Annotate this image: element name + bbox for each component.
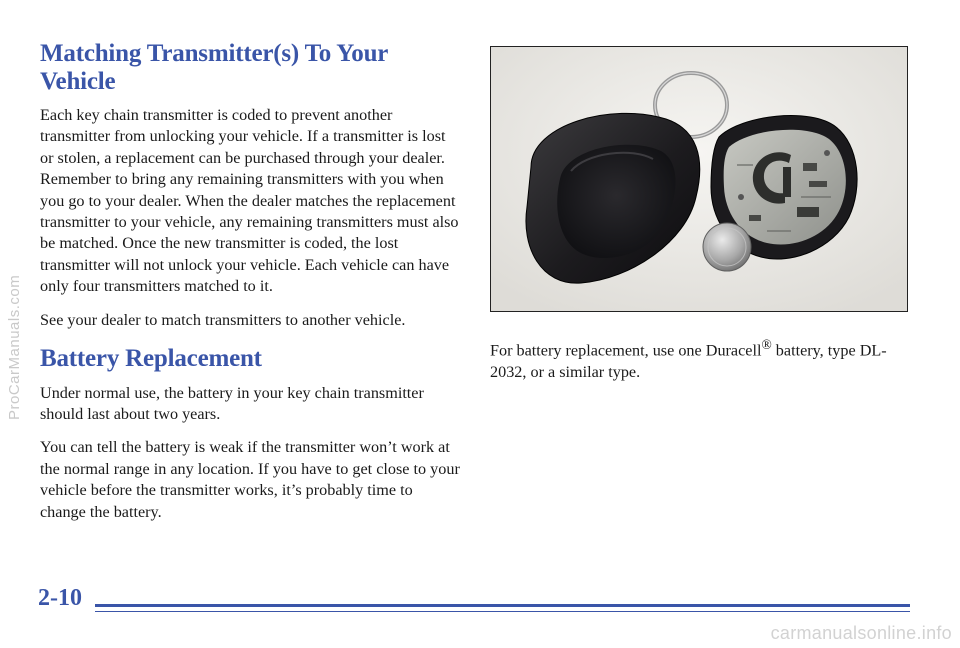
footer-rule-thin xyxy=(95,611,910,612)
section-heading-matching: Matching Transmitter(s) To Your Vehicle xyxy=(40,40,388,95)
matching-paragraph-2: See your dealer to match transmitters to another vehicle. xyxy=(40,310,406,329)
transmitter-photo-drawing xyxy=(491,47,907,311)
registered-trademark: ® xyxy=(761,337,772,352)
battery-paragraph-1: Under normal use, the battery in your key chain transmitter should last about two years. xyxy=(40,383,424,423)
matching-paragraph-1: Each key chain transmitter is coded to prevent another transmitter from unlocking your vehicle. If a transmitter is lost or stolen, a replacement can be purchased through your dealer. Remember to bring any remaining transmitters with you when you go to your dealer. When the dealer matches the replacement transmitter to your vehicle, any remaining transmitters must also be matched. Once the new transmitter is coded, the lost transmitter will not unlock your vehicle. Each vehicle can have only four transmitters matched to it. xyxy=(40,106,459,296)
battery-type-text-end: battery, type DL-2032, or a similar type. xyxy=(490,341,887,381)
transmitter-photo xyxy=(490,46,908,312)
battery-coin xyxy=(703,223,751,271)
page-number: 2-10 xyxy=(38,585,82,611)
side-watermark: ProCarManuals.com xyxy=(6,274,23,420)
left-column xyxy=(40,40,460,535)
footer-rule xyxy=(95,604,910,607)
bottom-watermark: carmanualsonline.info xyxy=(770,623,952,643)
battery-paragraph-2: You can tell the battery is weak if the transmitter won’t work at the normal range in any location. If you have to get close to your vehicle before the transmitter works, it’s probably time to change the battery. xyxy=(40,438,460,521)
section-heading-battery: Battery Replacement xyxy=(40,345,262,373)
battery-type-text xyxy=(490,334,920,383)
battery-type-text-start: For battery replacement, use one Duracell xyxy=(490,341,762,360)
